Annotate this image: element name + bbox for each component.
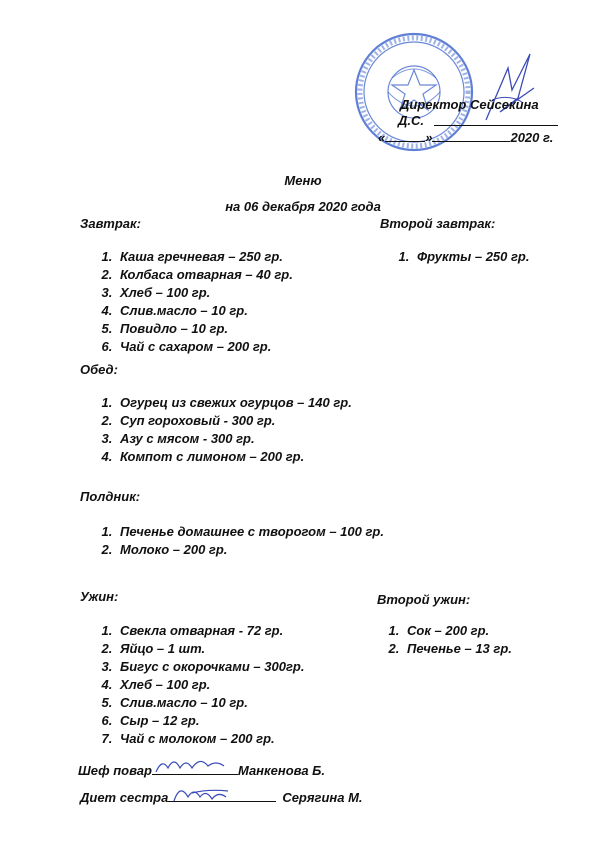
month-blank: [432, 129, 510, 142]
list-item: 2. Печенье – 13 гр.: [403, 640, 600, 658]
list-item: 1. Каша гречневая – 250 гр.: [116, 248, 376, 266]
list-item: 1. Огурец из свежих огурцов – 140 гр.: [116, 394, 386, 412]
list-item: 6. Сыр – 12 гр.: [116, 712, 386, 730]
nurse-role: Диет сестра: [80, 790, 169, 805]
day-blank: [385, 129, 425, 142]
snack-list: [80, 523, 402, 559]
list-item: 1. Свекла отварная - 72 гр.: [116, 622, 386, 640]
second-dinner-heading: Второй ужин:: [377, 592, 471, 607]
chef-signature-line: [78, 762, 325, 778]
list-item: 2. Суп гороховый - 300 гр.: [116, 412, 386, 430]
director-signature: [478, 50, 540, 125]
second-dinner-list: [367, 622, 600, 658]
lunch-list: [80, 394, 386, 466]
list-item: 3. Хлеб – 100 гр.: [116, 284, 376, 302]
snack-heading: Полдник:: [80, 489, 141, 504]
date-close-quote: »: [425, 130, 433, 145]
list-item: 2. Яйцо – 1 шт.: [116, 640, 386, 658]
list-item: 5. Повидло – 10 гр.: [116, 320, 376, 338]
list-item: 7. Чай с молоком – 200 гр.: [116, 730, 386, 748]
dinner-list: [80, 622, 386, 748]
breakfast-heading: Завтрак:: [80, 216, 141, 231]
lunch-heading: Обед:: [80, 362, 118, 377]
list-item: 2. Молоко – 200 гр.: [116, 541, 402, 559]
page-subtitle: на 06 декабря 2020 года: [225, 199, 381, 214]
list-item: 3. Бигус с окорочками – 300гр.: [116, 658, 386, 676]
page-title: Меню: [284, 173, 322, 188]
nurse-signature-line: [80, 789, 363, 805]
chef-signature-blank: [152, 762, 238, 775]
chef-signature: [152, 754, 238, 776]
chef-name: Манкенова Б.: [237, 763, 325, 778]
list-item: 1. Фрукты – 250 гр.: [413, 248, 600, 266]
second-breakfast-list: [377, 248, 600, 266]
date-year: 2020 г.: [510, 130, 554, 145]
nurse-signature-blank: [168, 789, 276, 802]
approver-underline: [434, 125, 558, 126]
second-breakfast-heading: Второй завтрак:: [380, 216, 496, 231]
list-item: 4. Слив.масло – 10 гр.: [116, 302, 376, 320]
approval-date: [378, 129, 553, 145]
list-item: 1. Печенье домашнее с творогом – 100 гр.: [116, 523, 402, 541]
dinner-heading: Ужин:: [80, 589, 119, 604]
list-item: 2. Колбаса отварная – 40 гр.: [116, 266, 376, 284]
list-item: 4. Хлеб – 100 гр.: [116, 676, 386, 694]
approver-title: Директор Сейсекина: [400, 97, 539, 112]
breakfast-list: [80, 248, 376, 356]
list-item: 6. Чай с сахаром – 200 гр.: [116, 338, 376, 356]
nurse-signature: [168, 781, 276, 805]
list-item: 3. Азу с мясом - 300 гр.: [116, 430, 386, 448]
date-open-quote: «: [378, 130, 386, 145]
list-item: 5. Слив.масло – 10 гр.: [116, 694, 386, 712]
approver-initials: Д.С.: [398, 113, 424, 128]
list-item: 1. Сок – 200 гр.: [403, 622, 600, 640]
nurse-name: Серягина М.: [282, 790, 363, 805]
chef-role: Шеф повар: [78, 763, 152, 778]
list-item: 4. Компот с лимоном – 200 гр.: [116, 448, 386, 466]
